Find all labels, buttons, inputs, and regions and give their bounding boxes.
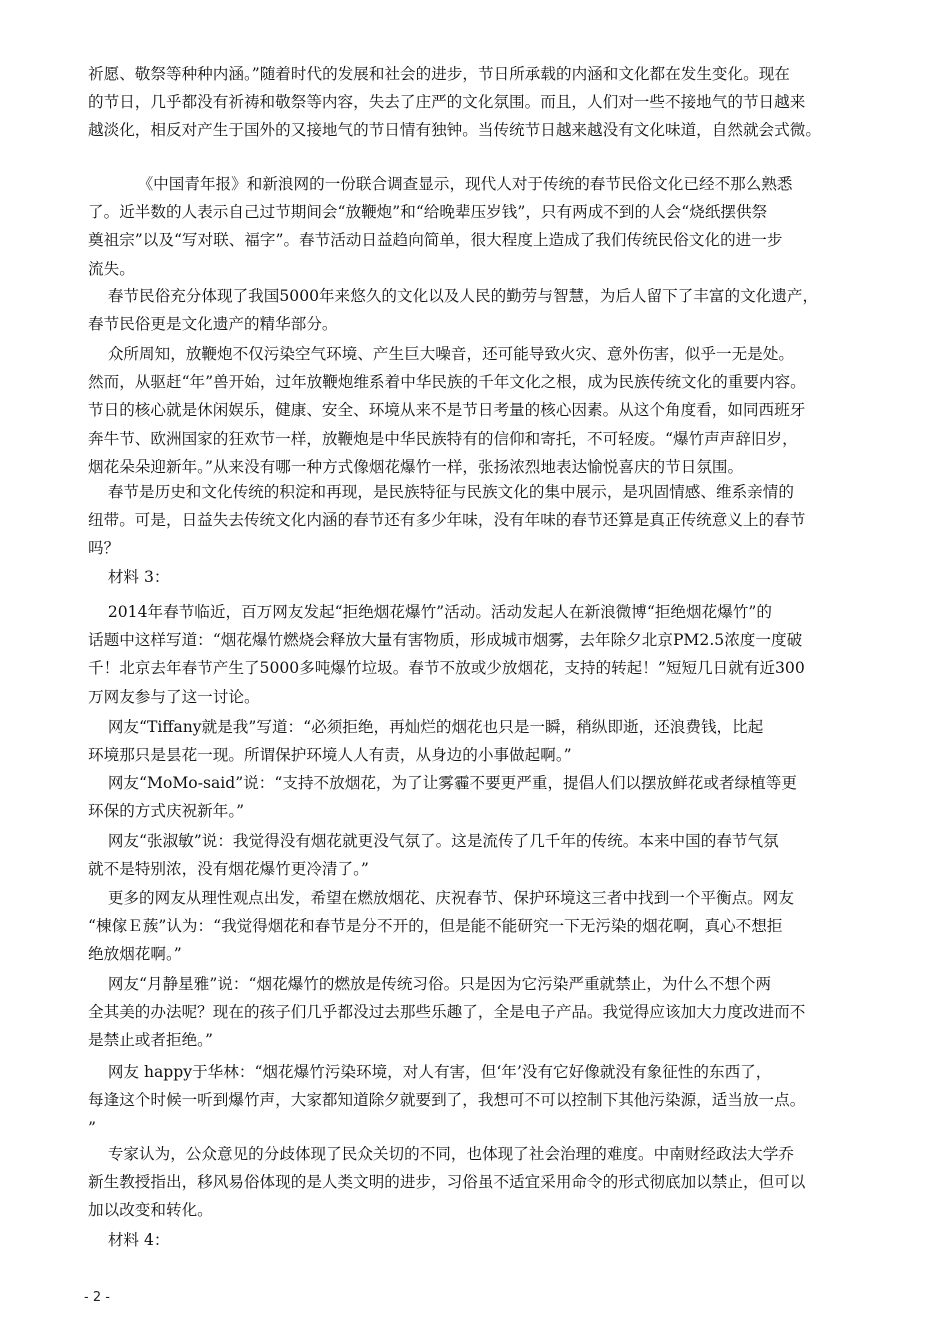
paragraph-line: 千！北京去年春节产生了5000多吨爆竹垃圾。春节不放或少放烟花，支持的转起！”短短几日就有近300	[88, 659, 805, 678]
paragraph-line: ”	[88, 1119, 96, 1138]
paragraph	[88, 282, 863, 338]
paragraph-line: 是禁止或者拒绝。”	[88, 1031, 213, 1050]
paragraph-line: 2014年春节临近，百万网友发起“拒绝烟花爆竹”活动。活动发起人在新浪微博“拒绝烟花爆竹”的	[88, 603, 772, 621]
paragraph	[88, 478, 863, 563]
paragraph-line: 春节是历史和文化传统的积淀和再现，是民族特征与民族文化的集中展示，是巩固情感、维系亲情的	[88, 483, 794, 501]
paragraph-line: 材料 3：	[88, 568, 170, 586]
paragraph-line: 万网友参与了这一讨论。	[88, 687, 260, 706]
paragraph-line: 网友“MoMo-said”说：“支持不放烟花，为了让雾霾不要更严重，提倡人们以摆放鲜花或者绿植等更	[88, 774, 797, 792]
paragraph-line: 话题中这样写道：“烟花爆竹燃烧会释放大量有害物质，形成城市烟雾，去年除夕北京PM2.5浓度一度破	[88, 631, 803, 650]
paragraph	[88, 884, 863, 969]
paragraph-line: 越淡化，相反对产生于国外的又接地气的节日情有独钟。当传统节日越来越没有文化味道，自然就会式微。	[88, 121, 821, 140]
paragraph-line: 网友“张淑敏”说：我觉得没有烟花就更没气氛了。这是流传了几千年的传统。本来中国的春节气氛	[88, 832, 779, 850]
paragraph	[88, 170, 863, 283]
paragraph-line: 《中国青年报》和新浪网的一份联合调查显示，现代人对于传统的春节民俗文化已经不那么熟悉	[88, 175, 793, 193]
paragraph	[88, 598, 863, 711]
paragraph-line: 网友“月静星雅”说：“烟花爆竹的燃放是传统习俗。只是因为它污染严重就禁止，为什么不想个两	[88, 975, 772, 993]
paragraph-line: 更多的网友从理性观点出发，希望在燃放烟花、庆祝春节、保护环境这三者中找到一个平衡点。网友	[88, 889, 794, 907]
paragraph-line: 就不是特别浓，没有烟花爆竹更冷清了。”	[88, 860, 369, 879]
paragraph-line: 网友“Tiffany就是我”写道：“必须拒绝，再灿烂的烟花也只是一瞬，稍纵即逝，还浪费钱，比起	[88, 718, 764, 736]
paragraph	[88, 1226, 863, 1254]
paragraph-line: 加以改变和转化。	[88, 1201, 213, 1220]
paragraph	[88, 970, 863, 1055]
page-number: - 2 -	[84, 1290, 110, 1305]
paragraph-line: 春节民俗更是文化遗产的精华部分。	[88, 315, 338, 334]
paragraph-line: 材料 4：	[88, 1231, 170, 1249]
paragraph-line: 节日的核心就是休闲娱乐，健康、安全、环境从来不是节日考量的核心因素。从这个角度看，如同西班牙	[88, 401, 806, 420]
paragraph-line: 环保的方式庆祝新年。”	[88, 802, 245, 821]
paragraph-line: 纽带。可是，日益失去传统文化内涵的春节还有多少年味，没有年味的春节还算是真正传统意义上的春节	[88, 511, 806, 530]
paragraph-line: 然而，从驱赶“年”兽开始，过年放鞭炮维系着中华民族的千年文化之根，成为民族传统文化的重要内容。	[88, 373, 806, 392]
paragraph-line: “棟傢Ｅ蔟”认为：“我觉得烟花和春节是分不开的，但是能不能研究一下无污染的烟花啊，真心不想拒	[88, 917, 783, 936]
paragraph-line: 专家认为，公众意见的分歧体现了民众关切的不同，也体现了社会治理的难度。中南财经政法大学乔	[88, 1145, 794, 1163]
paragraph	[88, 563, 863, 591]
paragraph	[88, 827, 863, 883]
paragraph	[88, 1058, 863, 1143]
paragraph-line: 奔牛节、欧洲国家的狂欢节一样，放鞭炮是中华民族特有的信仰和寄托，不可轻废。“爆竹声声辞旧岁，	[88, 429, 798, 448]
paragraph-line: 众所周知，放鞭炮不仅污染空气环境、产生巨大噪音，还可能导致火灾、意外伤害，似乎一无是处。	[88, 345, 794, 363]
paragraph-line: 的节日，几乎都没有祈祷和敬祭等内容，失去了庄严的文化氛围。而且，人们对一些不接地气的节日越来	[88, 93, 806, 112]
paragraph	[88, 769, 863, 825]
paragraph-line: 每逢这个时候一听到爆竹声，大家都知道除夕就要到了，我想可不可以控制下其他污染源，适当放一点。	[88, 1091, 806, 1110]
paragraph-line: 网友 happy于华林：“烟花爆竹污染环境，对人有害，但‘年’没有它好像就没有象征性的东西了，	[88, 1063, 772, 1081]
paragraph-line: 春节民俗充分体现了我国5000年来悠久的文化以及人民的勤劳与智慧，为后人留下了丰富的文化遗产，	[88, 287, 819, 305]
paragraph-line: 奠祖宗”以及“写对联、福字”。春节活动日益趋向简单，很大程度上造成了我们传统民俗文化的进一步	[88, 231, 783, 250]
paragraph	[88, 1140, 863, 1225]
paragraph-line: 吗？	[88, 539, 120, 558]
paragraph-line: 祈愿、敬祭等种种内涵。”随着时代的发展和社会的进步，节日所承载的内涵和文化都在发生变化。现在	[88, 65, 790, 83]
paragraph-line: 全其美的办法呢？现在的孩子们几乎都没过去那些乐趣了，全是电子产品。我觉得应该加大力度改进而不	[88, 1003, 806, 1022]
paragraph	[88, 60, 863, 145]
paragraph	[88, 340, 863, 481]
paragraph	[88, 713, 863, 769]
paragraph-line: 了。近半数的人表示自己过节期间会“放鞭炮”和“给晚辈压岁钱”，只有两成不到的人会“烧纸摆供祭	[88, 203, 768, 222]
paragraph-line: 绝放烟花啊。”	[88, 945, 182, 964]
paragraph-line: 烟花朵朵迎新年。”从来没有哪一种方式像烟花爆竹一样，张扬浓烈地表达愉悦喜庆的节日氛围。	[88, 457, 744, 476]
paragraph-line: 流失。	[88, 259, 135, 278]
paragraph-line: 环境那只是昙花一现。所谓保护环境人人有责，从身边的小事做起啊。”	[88, 746, 572, 765]
paragraph-line: 新生教授指出，移风易俗体现的是人类文明的进步，习俗虽不适宜采用命令的形式彻底加以禁止，但可以	[88, 1173, 806, 1192]
